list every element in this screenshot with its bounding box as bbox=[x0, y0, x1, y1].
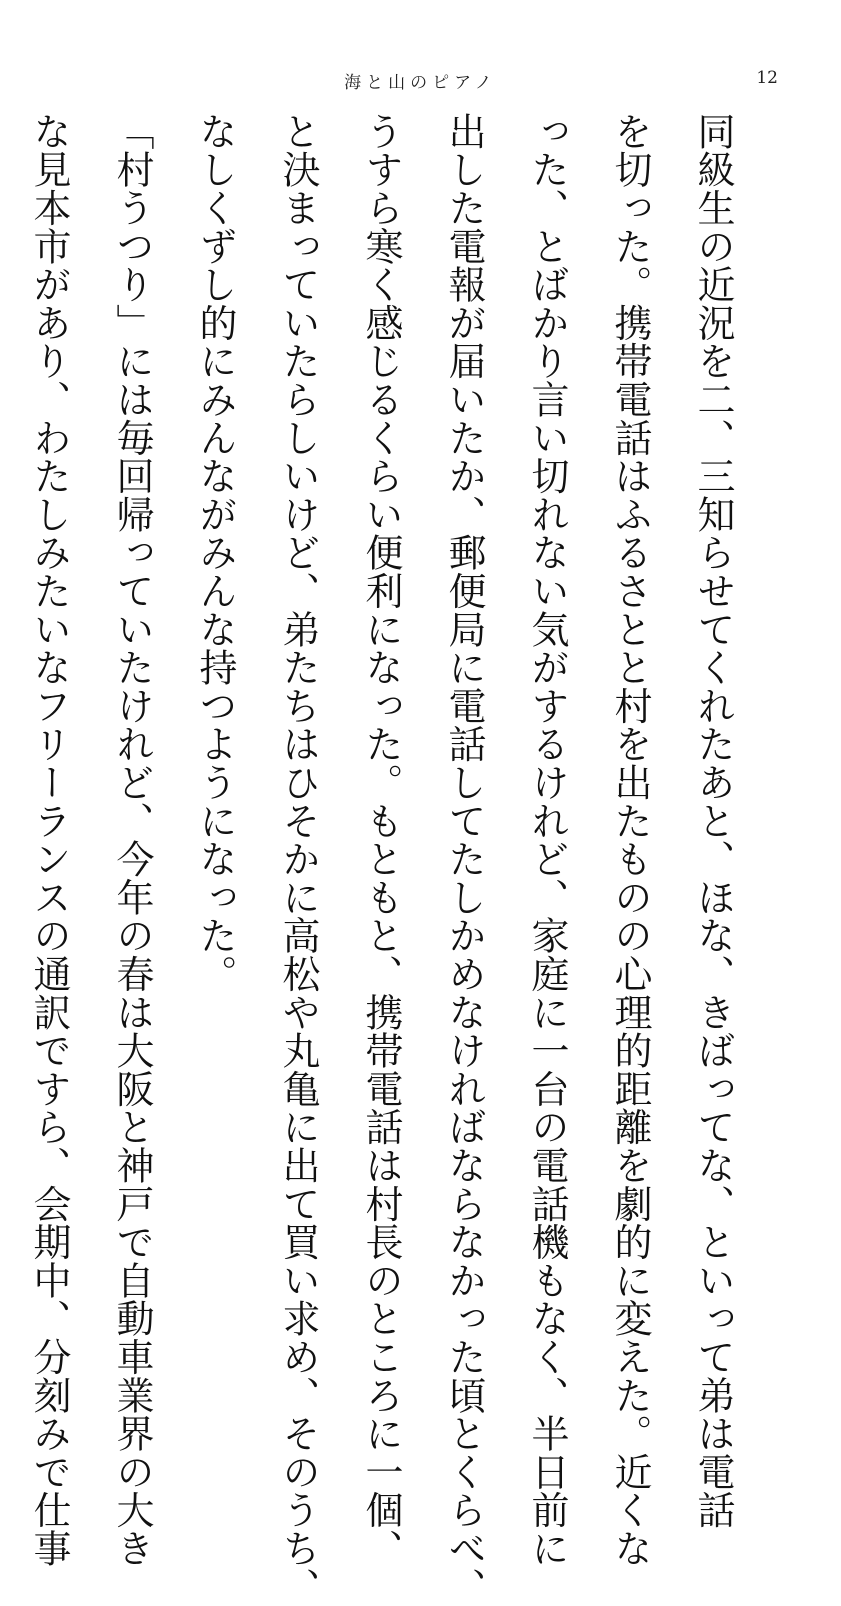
text-column-9: な見本市があり、わたしみたいなフリーランスの通訳ですら、会期中、分刻みで仕事 bbox=[27, 112, 71, 1568]
text-column-5: うすら寒く感じるくらい便利になった。もともと、携帯電話は村長のところに一個、 bbox=[359, 112, 403, 1568]
text-column-7: なしくずし的にみんながみんな持つようになった。 bbox=[193, 112, 237, 993]
text-column-8: 「村うつり」には毎回帰っていたけれど、今年の春は大阪と神戸で自動車業界の大き bbox=[110, 112, 154, 1568]
text-column-4: 出した電報が届いたか、郵便局に電話してたしかめなければならなかった頃とくらべ、 bbox=[442, 112, 486, 1606]
text-column-10 bbox=[0, 112, 7, 1117]
body-text bbox=[27, 112, 754, 1606]
running-title: 海と山のピアノ bbox=[344, 73, 497, 93]
page-number: 12 bbox=[756, 68, 778, 88]
text-column-1: 同級生の近況を二、三知らせてくれたあと、ほな、きばってな、といって弟は電話 bbox=[691, 112, 735, 1530]
text-column-6: と決まっていたらしいけど、弟たちはひそかに高松や丸亀に出て買い求め、そのうち、 bbox=[276, 112, 320, 1606]
text-column-3: った、とばかり言い切れない気がするけれど、家庭に一台の電話機もなく、半日前に bbox=[525, 112, 569, 1568]
text-column-2: を切った。携帯電話はふるさとと村を出たものの心理的距離を劇的に変えた。近くな bbox=[608, 112, 652, 1568]
